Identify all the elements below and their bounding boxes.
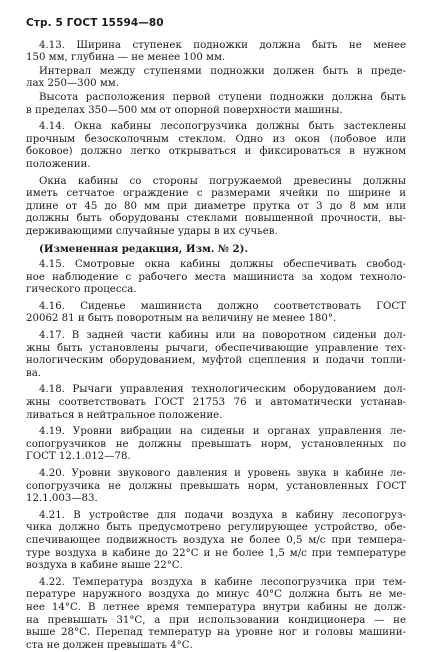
text-line: Окна кабины со стороны погружаемой древесины должны	[39, 175, 406, 187]
text-line: прочным безосколочным стеклом. Одно из окон (лобовое или	[26, 133, 406, 145]
paragraph	[26, 301, 406, 326]
text-line: 4.20. Уровни звукового давления и уровень звука в кабине ле-	[39, 468, 406, 479]
text-line: иметь сетчатое ограждение с размерами ячейки по ширине и	[26, 188, 406, 200]
text-line: 4.16. Сиденье машиниста должно соответствовать ГОСТ	[39, 300, 406, 312]
paragraph	[26, 330, 406, 380]
text-line: жны быть установлены рычаги, обеспечивающие управление тех-	[26, 342, 406, 354]
text-line: 4.21. В устройстве для подачи воздуха в кабину лесопогруз-	[39, 509, 406, 521]
text-line: 4.15. Смотровые окна кабины должны обеспечивать свобод-	[39, 259, 406, 271]
text-line: нологическим оборудованием, муфтой сцепления и подачи топли-	[26, 355, 406, 367]
page-header: Стр. 5 ГОСТ 15594—80	[26, 17, 164, 29]
text-line: лах 250—300 мм.	[26, 78, 119, 90]
text-line: Интервал между ступенями подножки должен быть в преде-	[39, 65, 406, 77]
text-line: (Измененная редакция, Изм. № 2).	[39, 242, 249, 255]
text-line: 20062 81 и быть поворотным на величину не менее 180°.	[26, 313, 337, 325]
text-line: ное наблюдение с рабочего места машиниста за ходом техноло-	[26, 271, 406, 283]
paragraph	[26, 92, 406, 117]
text-line: 4.13. Ширина ступенек подножки должна быть не менее	[39, 39, 406, 51]
text-line: ва.	[26, 367, 42, 379]
paragraph	[26, 176, 406, 239]
text-line: ГОСТ 12.1.012—78.	[26, 451, 131, 463]
paragraph	[26, 384, 406, 422]
paragraph	[26, 121, 406, 171]
text-line: чика должно быть предусмотрено регулирующее устройство, обе-	[26, 522, 406, 534]
text-line: нее 14°С. В летнее время температура внутри кабины не долж-	[26, 601, 406, 613]
text-line: 4.22. Температура воздуха в кабине лесопогрузчика при тем-	[39, 576, 406, 588]
text-line: 12.1.003—83.	[26, 493, 98, 505]
text-line: 150 мм, глубина — не менее 100 мм.	[26, 52, 226, 64]
text-line: гического процесса.	[26, 284, 137, 296]
text-line: 4.19. Уровни вибрации на сиденьи и органах управления ле-	[39, 426, 406, 438]
document-body	[26, 40, 406, 652]
paragraph	[26, 40, 406, 65]
text-line: сопогрузчиков не должны превышать норм, установленных по	[26, 438, 406, 450]
text-line: в пределах 350—500 мм от опорной поверхности машины.	[26, 104, 343, 116]
paragraph	[26, 577, 406, 652]
text-line: 4.17. В задней части кабины или на поворотном сиденьи дол-	[39, 330, 406, 342]
text-line: должны быть оборудованы стеклами повышенной прочности, вы-	[26, 213, 406, 225]
paragraph	[26, 259, 406, 297]
paragraph	[26, 426, 406, 464]
text-line: воздуха в кабине выше 22°С.	[26, 560, 183, 572]
text-line: выше 28°С. Перепад температур на уровне ног и головы машини-	[26, 627, 406, 639]
text-line: пературе наружного воздуха до минус 40°С должна быть не ме-	[26, 589, 406, 601]
text-line: туре воздуха в кабине до 22°С и не более 1,5 м/с при температуре	[26, 547, 406, 559]
text-line: на превышать 31°С, а при использовании кондиционера — не	[26, 614, 406, 626]
text-line: длине от 45 до 80 мм при диаметре прутка от 3 до 8 мм или	[26, 200, 406, 212]
text-line: спечивающее подвижность воздуха не более 0,5 м/с при темпера-	[26, 534, 406, 546]
text-line: положении.	[26, 158, 91, 170]
text-line: 4.14. Окна кабины лесопогрузчика должны быть застеклены	[39, 121, 406, 133]
text-line: держивающими случайные удары в их сучьев.	[26, 225, 278, 237]
paragraph	[26, 510, 406, 573]
text-line: Высота расположения первой ступени подножки должна быть	[39, 91, 406, 103]
text-line: боковое) должно легко открываться и фиксироваться в нужном	[26, 146, 406, 158]
amendment-note	[26, 243, 406, 256]
text-line: сопогрузчика не должны превышать норм, установленных ГОСТ	[26, 480, 406, 492]
paragraph	[26, 468, 406, 506]
text-line: 4.18. Рычаги управления технологическим оборудованием дол-	[39, 384, 406, 396]
text-line: ста не должен превышать 4°С.	[26, 639, 193, 651]
paragraph	[26, 66, 406, 91]
text-line: ливаться в нейтральное положение.	[26, 409, 223, 421]
text-line: жны соответствовать ГОСТ 21753 76 и автоматически устанав-	[26, 397, 406, 409]
